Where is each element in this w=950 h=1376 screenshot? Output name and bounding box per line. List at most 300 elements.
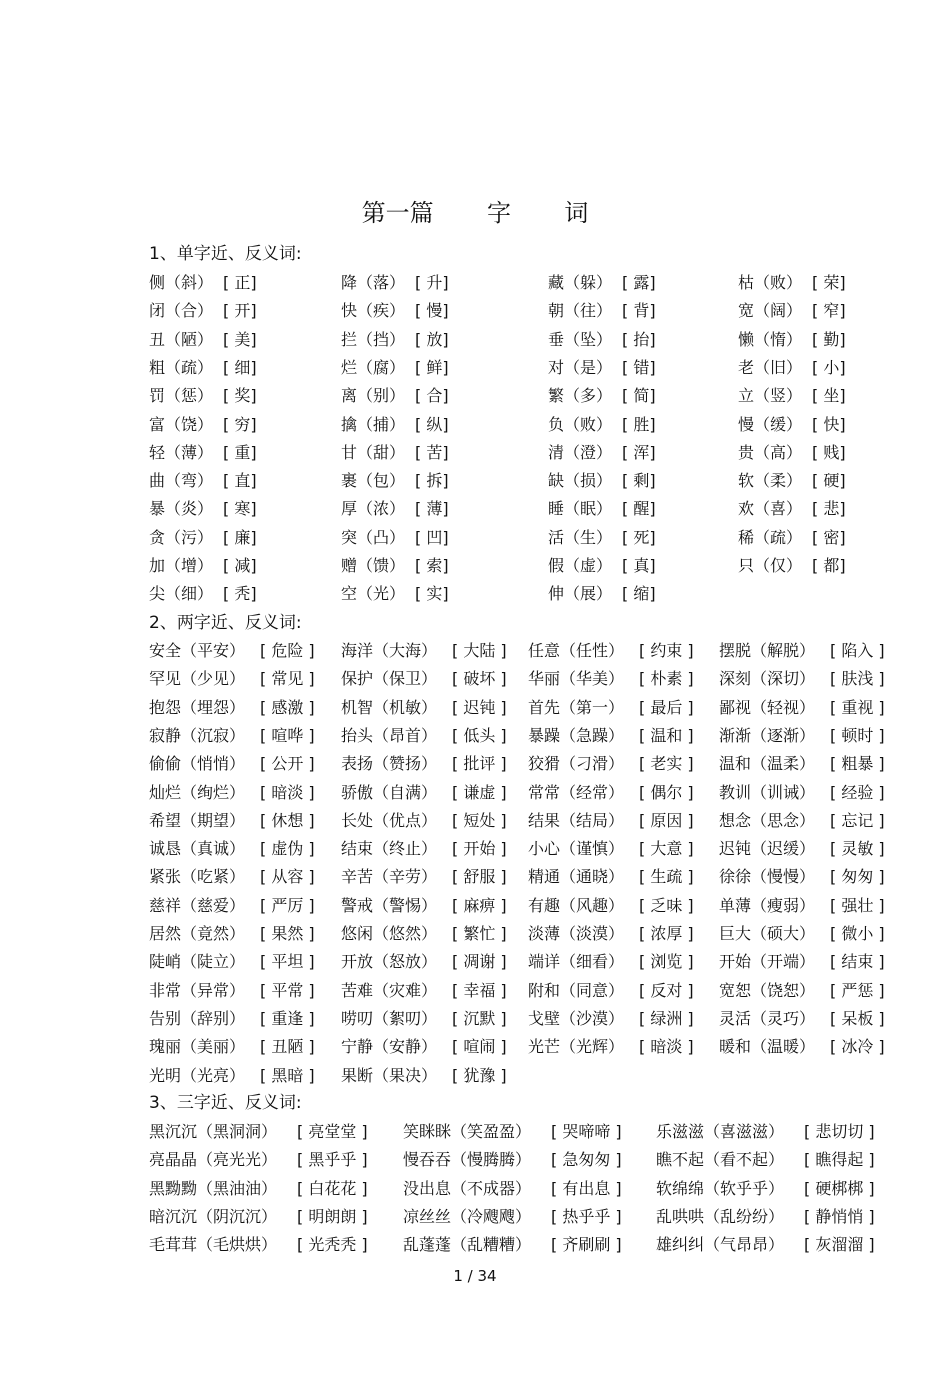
word-entry bbox=[149, 665, 315, 693]
word-antonym: [ 实] bbox=[415, 584, 449, 604]
word-entry bbox=[149, 524, 257, 552]
word-antonym: [ 约束 ] bbox=[639, 641, 694, 660]
word-entry bbox=[149, 807, 315, 835]
word-antonym: [ 粗暴 ] bbox=[830, 754, 885, 774]
word-entry bbox=[149, 1118, 368, 1146]
word-entry bbox=[738, 439, 846, 467]
word-antonym: [ 忘记 ] bbox=[830, 810, 885, 830]
word-antonym: [ 合] bbox=[415, 386, 449, 406]
word-synonym: 繁（多） bbox=[548, 386, 613, 406]
word-antonym: [ 暗淡 ] bbox=[260, 782, 315, 802]
word-synonym: 结束（终止） bbox=[341, 839, 438, 859]
word-synonym: 拦（挡） bbox=[341, 329, 406, 349]
word-antonym: [ 错] bbox=[622, 357, 656, 377]
word-entry bbox=[341, 524, 449, 552]
word-synonym: 降（落） bbox=[341, 273, 406, 292]
word-antonym: [ 正] bbox=[223, 273, 257, 292]
word-synonym: 对（是） bbox=[548, 357, 613, 377]
word-antonym: [ 硬] bbox=[812, 471, 846, 491]
word-synonym: 甘（甜） bbox=[341, 442, 406, 462]
word-synonym: 结果（结局） bbox=[528, 810, 625, 830]
word-row bbox=[0, 1033, 950, 1061]
word-entry bbox=[528, 1005, 694, 1033]
word-antonym: [ 放] bbox=[415, 329, 449, 349]
word-entry bbox=[149, 382, 257, 410]
word-synonym: 软（柔） bbox=[738, 471, 803, 491]
word-entry bbox=[341, 580, 449, 608]
word-entry bbox=[656, 1175, 875, 1203]
word-antonym: [ 重视 ] bbox=[830, 697, 885, 717]
word-antonym: [ 严厉 ] bbox=[260, 895, 315, 915]
word-synonym: 偷偷（悄悄） bbox=[149, 754, 246, 774]
word-entry bbox=[403, 1203, 622, 1231]
word-antonym: [ 有出息 ] bbox=[551, 1178, 622, 1198]
word-antonym: [ 浓厚 ] bbox=[639, 924, 694, 943]
word-row bbox=[0, 552, 950, 580]
word-antonym: [ 减] bbox=[223, 556, 257, 575]
word-antonym: [ 白花花 ] bbox=[297, 1178, 368, 1198]
word-synonym: 唠叨（絮叨） bbox=[341, 1008, 438, 1028]
word-antonym: [ 直] bbox=[223, 471, 257, 491]
word-synonym: 诚恳（真诚） bbox=[149, 839, 246, 859]
section-heading: 1、单字近、反义词: bbox=[149, 244, 302, 264]
word-synonym: 寂静（沉寂） bbox=[149, 725, 246, 745]
word-antonym: [ 黑乎乎 ] bbox=[297, 1150, 368, 1170]
word-synonym: 辛苦（辛劳） bbox=[341, 867, 438, 887]
word-synonym: 乱哄哄（乱纷纷） bbox=[656, 1206, 785, 1226]
word-synonym: 常常（经常） bbox=[528, 782, 625, 802]
word-synonym: 摆脱（解脱） bbox=[719, 641, 816, 660]
word-entry bbox=[656, 1146, 875, 1174]
word-antonym: [ 重] bbox=[223, 442, 257, 462]
word-synonym: 朝（往） bbox=[548, 301, 613, 321]
word-synonym: 迟钝（迟缓） bbox=[719, 839, 816, 859]
word-antonym: [ 廉] bbox=[223, 527, 257, 547]
word-entry bbox=[149, 1231, 368, 1259]
word-synonym: 快（疾） bbox=[341, 301, 406, 321]
word-entry bbox=[341, 467, 449, 495]
word-antonym: [ 凋谢 ] bbox=[452, 952, 507, 972]
word-entry bbox=[149, 269, 257, 297]
word-row bbox=[0, 948, 950, 976]
word-row bbox=[0, 863, 950, 891]
word-entry bbox=[149, 580, 257, 608]
word-entry bbox=[149, 1005, 315, 1033]
word-synonym: 告别（辞别） bbox=[149, 1008, 246, 1028]
word-antonym: [ 公开 ] bbox=[260, 754, 315, 774]
word-synonym: 渐渐（逐渐） bbox=[719, 725, 816, 745]
word-antonym: [ 结束 ] bbox=[830, 952, 885, 972]
word-antonym: [ 绿洲 ] bbox=[639, 1008, 694, 1028]
word-synonym: 乱蓬蓬（乱糟糟） bbox=[403, 1235, 532, 1255]
word-entry bbox=[719, 948, 885, 976]
word-row bbox=[0, 382, 950, 410]
word-entry bbox=[149, 977, 315, 1005]
word-synonym: 稀（疏） bbox=[738, 527, 803, 547]
word-entry bbox=[403, 1118, 622, 1146]
word-antonym: [ 都] bbox=[812, 556, 846, 575]
word-entry bbox=[548, 326, 656, 354]
word-entry bbox=[341, 722, 507, 750]
word-entry bbox=[719, 750, 885, 778]
word-synonym: 侧（斜） bbox=[149, 273, 214, 292]
word-antonym: [ 穷] bbox=[223, 414, 257, 434]
word-synonym: 单薄（瘦弱） bbox=[719, 895, 816, 915]
word-synonym: 暴（炎） bbox=[149, 499, 214, 519]
word-entry bbox=[719, 807, 885, 835]
word-entry bbox=[528, 863, 694, 891]
word-synonym: 小心（谨慎） bbox=[528, 839, 625, 859]
word-row bbox=[0, 580, 950, 608]
word-antonym: [ 果然 ] bbox=[260, 924, 315, 943]
word-synonym: 首先（第一） bbox=[528, 697, 625, 717]
word-entry bbox=[341, 807, 507, 835]
word-antonym: [ 窄] bbox=[812, 301, 846, 321]
word-entry bbox=[738, 326, 846, 354]
word-synonym: 丑（陋） bbox=[149, 329, 214, 349]
word-synonym: 赠（馈） bbox=[341, 556, 406, 575]
word-antonym: [ 乏味 ] bbox=[639, 895, 694, 915]
word-synonym: 加（增） bbox=[149, 556, 214, 575]
word-antonym: [ 批评 ] bbox=[452, 754, 507, 774]
word-entry bbox=[149, 495, 257, 523]
page-number: 1 / 34 bbox=[453, 1267, 497, 1285]
section-heading: 2、两字近、反义词: bbox=[149, 613, 302, 633]
word-synonym: 巨大（硕大） bbox=[719, 924, 816, 943]
word-synonym: 瞧不起（看不起） bbox=[656, 1150, 785, 1170]
word-antonym: [ 瞧得起 ] bbox=[804, 1150, 875, 1170]
word-antonym: [ 露] bbox=[622, 273, 656, 292]
word-antonym: [ 短处 ] bbox=[452, 810, 507, 830]
word-entry bbox=[528, 948, 694, 976]
word-entry bbox=[149, 750, 315, 778]
word-antonym: [ 贱] bbox=[812, 442, 846, 462]
word-entry bbox=[341, 665, 507, 693]
word-synonym: 有趣（风趣） bbox=[528, 895, 625, 915]
word-synonym: 轻（薄） bbox=[149, 442, 214, 462]
word-entry bbox=[738, 524, 846, 552]
word-antonym: [ 浑] bbox=[622, 442, 656, 462]
word-entry bbox=[719, 665, 885, 693]
word-entry bbox=[341, 326, 449, 354]
word-antonym: [ 朴素 ] bbox=[639, 669, 694, 689]
word-antonym: [ 开始 ] bbox=[452, 839, 507, 859]
word-entry bbox=[341, 779, 507, 807]
word-antonym: [ 偶尔 ] bbox=[639, 782, 694, 802]
word-antonym: [ 危险 ] bbox=[260, 641, 315, 660]
word-synonym: 只（仅） bbox=[738, 556, 803, 575]
word-synonym: 陡峭（陡立） bbox=[149, 952, 246, 972]
word-entry bbox=[341, 1033, 507, 1061]
word-antonym: [ 胜] bbox=[622, 414, 656, 434]
word-antonym: [ 细] bbox=[223, 357, 257, 377]
word-antonym: [ 虚伪 ] bbox=[260, 839, 315, 859]
word-synonym: 厚（浓） bbox=[341, 499, 406, 519]
word-entry bbox=[719, 835, 885, 863]
word-synonym: 狡猾（刁滑） bbox=[528, 754, 625, 774]
word-antonym: [ 休想 ] bbox=[260, 810, 315, 830]
word-synonym: 悠闲（悠然） bbox=[341, 924, 438, 943]
word-antonym: [ 光秃秃 ] bbox=[297, 1235, 368, 1255]
word-entry bbox=[719, 779, 885, 807]
word-synonym: 鄙视（轻视） bbox=[719, 697, 816, 717]
word-synonym: 罕见（少见） bbox=[149, 669, 246, 689]
word-antonym: [ 静悄悄 ] bbox=[804, 1206, 875, 1226]
word-synonym: 尖（细） bbox=[149, 584, 214, 604]
word-entry bbox=[719, 637, 885, 665]
word-entry bbox=[528, 807, 694, 835]
word-row bbox=[0, 694, 950, 722]
word-entry bbox=[719, 892, 885, 920]
word-synonym: 机智（机敏） bbox=[341, 697, 438, 717]
word-entry bbox=[719, 694, 885, 722]
word-synonym: 枯（败） bbox=[738, 273, 803, 292]
word-entry bbox=[149, 637, 315, 665]
word-row bbox=[0, 1203, 950, 1231]
word-antonym: [ 悲切切 ] bbox=[804, 1122, 875, 1141]
word-row bbox=[0, 1175, 950, 1203]
word-entry bbox=[149, 1175, 368, 1203]
word-entry bbox=[403, 1146, 622, 1174]
word-antonym: [ 丑陋 ] bbox=[260, 1037, 315, 1057]
word-synonym: 长处（优点） bbox=[341, 810, 438, 830]
word-entry bbox=[719, 722, 885, 750]
word-synonym: 空（光） bbox=[341, 584, 406, 604]
word-entry bbox=[341, 750, 507, 778]
word-entry bbox=[528, 892, 694, 920]
word-entry bbox=[149, 297, 257, 325]
word-entry bbox=[149, 1203, 368, 1231]
word-entry bbox=[656, 1118, 875, 1146]
word-row bbox=[0, 750, 950, 778]
word-antonym: [ 沉默 ] bbox=[452, 1008, 507, 1028]
word-antonym: [ 原因 ] bbox=[639, 810, 694, 830]
word-entry bbox=[738, 495, 846, 523]
word-antonym: [ 秃] bbox=[223, 584, 257, 604]
word-synonym: 罚（惩） bbox=[149, 386, 214, 406]
word-synonym: 附和（同意） bbox=[528, 980, 625, 1000]
word-antonym: [ 明朗朗 ] bbox=[297, 1206, 368, 1226]
word-row bbox=[0, 354, 950, 382]
word-entry bbox=[719, 977, 885, 1005]
word-antonym: [ 大陆 ] bbox=[452, 641, 507, 660]
word-entry bbox=[528, 722, 694, 750]
word-synonym: 暖和（温暖） bbox=[719, 1037, 816, 1057]
word-antonym: [ 肤浅 ] bbox=[830, 669, 885, 689]
word-antonym: [ 强壮 ] bbox=[830, 895, 885, 915]
word-synonym: 宽恕（饶恕） bbox=[719, 980, 816, 1000]
word-antonym: [ 迟钝 ] bbox=[452, 697, 507, 717]
word-antonym: [ 坐] bbox=[812, 386, 846, 406]
word-entry bbox=[149, 863, 315, 891]
word-antonym: [ 繁忙 ] bbox=[452, 924, 507, 943]
word-entry bbox=[548, 495, 656, 523]
word-synonym: 温和（温柔） bbox=[719, 754, 816, 774]
word-synonym: 徐徐（慢慢） bbox=[719, 867, 816, 887]
word-antonym: [ 破坏 ] bbox=[452, 669, 507, 689]
word-synonym: 毛茸茸（毛烘烘） bbox=[149, 1235, 278, 1255]
word-antonym: [ 热乎乎 ] bbox=[551, 1206, 622, 1226]
word-entry bbox=[738, 552, 846, 580]
word-antonym: [ 快] bbox=[812, 414, 846, 434]
word-synonym: 居然（竟然） bbox=[149, 924, 246, 943]
word-antonym: [ 平常 ] bbox=[260, 980, 315, 1000]
word-entry bbox=[341, 297, 449, 325]
word-antonym: [ 密] bbox=[812, 527, 846, 547]
word-synonym: 光芒（光辉） bbox=[528, 1037, 625, 1057]
word-antonym: [ 浏览 ] bbox=[639, 952, 694, 972]
word-antonym: [ 麻痹 ] bbox=[452, 895, 507, 915]
word-antonym: [ 美] bbox=[223, 329, 257, 349]
word-entry bbox=[528, 977, 694, 1005]
word-entry bbox=[548, 580, 656, 608]
word-synonym: 乐滋滋（喜滋滋） bbox=[656, 1122, 785, 1141]
word-antonym: [ 醒] bbox=[622, 499, 656, 519]
word-antonym: [ 苦] bbox=[415, 442, 449, 462]
word-entry bbox=[149, 920, 315, 948]
word-entry bbox=[149, 354, 257, 382]
word-entry bbox=[528, 637, 694, 665]
word-entry bbox=[149, 835, 315, 863]
word-antonym: [ 感激 ] bbox=[260, 697, 315, 717]
word-antonym: [ 反对 ] bbox=[639, 980, 694, 1000]
word-row bbox=[0, 1005, 950, 1033]
word-entry bbox=[341, 354, 449, 382]
word-entry bbox=[738, 467, 846, 495]
word-entry bbox=[528, 779, 694, 807]
word-antonym: [ 匆匆 ] bbox=[830, 867, 885, 887]
word-antonym: [ 荣] bbox=[812, 273, 846, 292]
word-entry bbox=[149, 326, 257, 354]
word-synonym: 苦难（灾难） bbox=[341, 980, 438, 1000]
word-entry bbox=[548, 411, 656, 439]
word-row bbox=[0, 495, 950, 523]
word-antonym: [ 背] bbox=[622, 301, 656, 321]
word-synonym: 懒（惰） bbox=[738, 329, 803, 349]
word-row bbox=[0, 722, 950, 750]
word-entry bbox=[403, 1231, 622, 1259]
word-entry bbox=[341, 495, 449, 523]
word-antonym: [ 硬梆梆 ] bbox=[804, 1178, 875, 1198]
word-row bbox=[0, 269, 950, 297]
word-entry bbox=[341, 920, 507, 948]
word-synonym: 华丽（华美） bbox=[528, 669, 625, 689]
word-entry bbox=[149, 1033, 315, 1061]
word-row bbox=[0, 1062, 950, 1090]
word-entry bbox=[149, 694, 315, 722]
word-entry bbox=[719, 920, 885, 948]
word-row bbox=[0, 1231, 950, 1259]
word-entry bbox=[341, 411, 449, 439]
word-antonym: [ 鲜] bbox=[415, 357, 449, 377]
word-antonym: [ 生疏 ] bbox=[639, 867, 694, 887]
word-entry bbox=[341, 637, 507, 665]
word-row bbox=[0, 835, 950, 863]
word-antonym: [ 齐刷刷 ] bbox=[551, 1235, 622, 1255]
word-antonym: [ 死] bbox=[622, 527, 656, 547]
word-entry bbox=[149, 552, 257, 580]
word-synonym: 曲（弯） bbox=[149, 471, 214, 491]
word-row bbox=[0, 977, 950, 1005]
word-entry bbox=[656, 1231, 875, 1259]
word-antonym: [ 黑暗 ] bbox=[260, 1065, 315, 1085]
word-entry bbox=[548, 439, 656, 467]
word-row bbox=[0, 1146, 950, 1174]
word-entry bbox=[548, 297, 656, 325]
word-row bbox=[0, 637, 950, 665]
word-antonym: [ 微小 ] bbox=[830, 924, 885, 943]
word-entry bbox=[341, 694, 507, 722]
word-entry bbox=[149, 439, 257, 467]
word-antonym: [ 剩] bbox=[622, 471, 656, 491]
word-synonym: 烂（腐） bbox=[341, 357, 406, 377]
word-synonym: 黑黝黝（黑油油） bbox=[149, 1178, 278, 1198]
word-synonym: 没出息（不成器） bbox=[403, 1178, 532, 1198]
word-entry bbox=[548, 524, 656, 552]
word-synonym: 笑眯眯（笑盈盈） bbox=[403, 1122, 532, 1141]
word-entry bbox=[528, 1033, 694, 1061]
word-antonym: [ 寒] bbox=[223, 499, 257, 519]
word-antonym: [ 陷入 ] bbox=[830, 641, 885, 660]
word-synonym: 非常（异常） bbox=[149, 980, 246, 1000]
word-synonym: 保护（保卫） bbox=[341, 669, 438, 689]
word-synonym: 开放（怒放） bbox=[341, 952, 438, 972]
word-antonym: [ 舒服 ] bbox=[452, 867, 507, 887]
word-entry bbox=[719, 1033, 885, 1061]
word-antonym: [ 喧闹 ] bbox=[452, 1037, 507, 1057]
word-entry bbox=[341, 892, 507, 920]
word-antonym: [ 升] bbox=[415, 273, 449, 292]
word-antonym: [ 常见 ] bbox=[260, 669, 315, 689]
word-entry bbox=[719, 863, 885, 891]
word-entry bbox=[341, 439, 449, 467]
word-antonym: [ 谦虚 ] bbox=[452, 782, 507, 802]
word-antonym: [ 缩] bbox=[622, 584, 656, 604]
word-row bbox=[0, 807, 950, 835]
word-entry bbox=[528, 750, 694, 778]
word-synonym: 光明（光亮） bbox=[149, 1065, 246, 1085]
word-synonym: 藏（躲） bbox=[548, 273, 613, 292]
word-synonym: 假（虚） bbox=[548, 556, 613, 575]
word-entry bbox=[149, 722, 315, 750]
word-entry bbox=[528, 920, 694, 948]
word-antonym: [ 索] bbox=[415, 556, 449, 575]
word-synonym: 活（生） bbox=[548, 527, 613, 547]
word-row bbox=[0, 1118, 950, 1146]
word-antonym: [ 小] bbox=[812, 357, 846, 377]
word-entry bbox=[149, 779, 315, 807]
word-synonym: 清（澄） bbox=[548, 442, 613, 462]
word-antonym: [ 顿时 ] bbox=[830, 725, 885, 745]
word-antonym: [ 犹豫 ] bbox=[452, 1065, 507, 1085]
word-antonym: [ 低头 ] bbox=[452, 725, 507, 745]
word-synonym: 慈祥（慈爱） bbox=[149, 895, 246, 915]
word-entry bbox=[341, 863, 507, 891]
word-row bbox=[0, 920, 950, 948]
word-synonym: 伸（展） bbox=[548, 584, 613, 604]
word-antonym: [ 凹] bbox=[415, 527, 449, 547]
word-entry bbox=[548, 269, 656, 297]
word-entry bbox=[528, 665, 694, 693]
word-antonym: [ 暗淡 ] bbox=[639, 1037, 694, 1057]
word-antonym: [ 呆板 ] bbox=[830, 1008, 885, 1028]
word-entry bbox=[149, 411, 257, 439]
word-synonym: 垂（坠） bbox=[548, 329, 613, 349]
word-entry bbox=[341, 269, 449, 297]
word-synonym: 欢（喜） bbox=[738, 499, 803, 519]
word-synonym: 灿烂（绚烂） bbox=[149, 782, 246, 802]
word-entry bbox=[528, 835, 694, 863]
